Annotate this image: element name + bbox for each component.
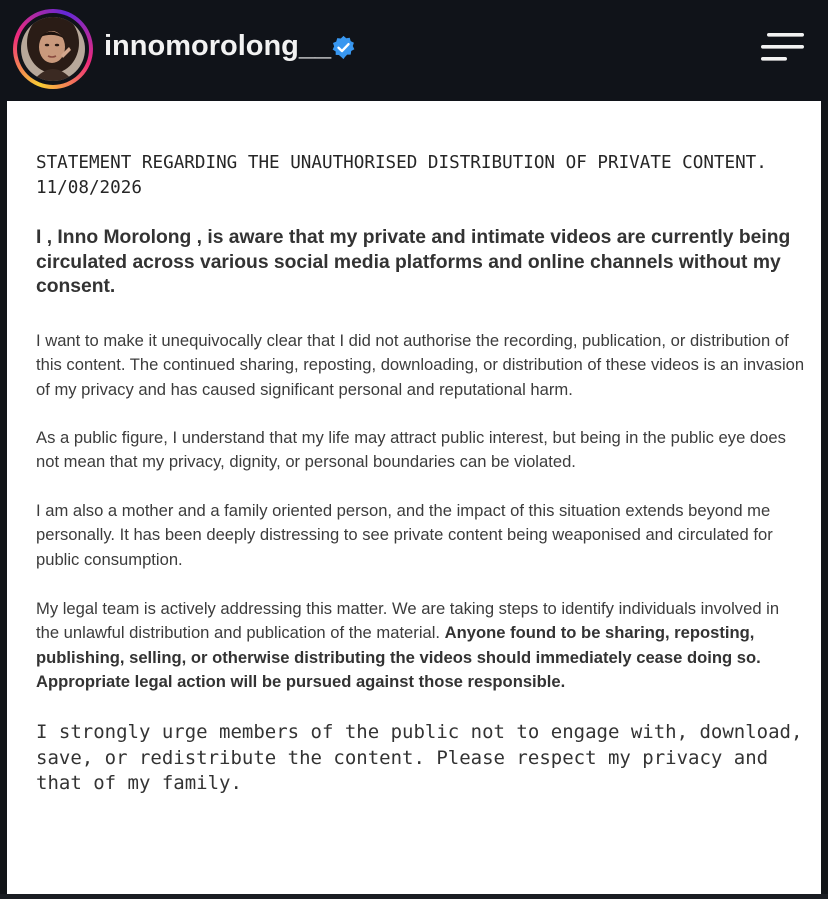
bottom-edge [0, 894, 828, 899]
story-ring[interactable] [13, 9, 93, 89]
verified-badge-icon [331, 35, 356, 60]
statement-document [7, 101, 821, 894]
legal-paragraph [36, 597, 806, 694]
profile-photo-icon [21, 17, 85, 81]
statement-title: STATEMENT REGARDING THE UNAUTHORISED DISTRIBUTION OF PRIVATE CONTENT. 11/08/2026 [36, 153, 767, 198]
legal-text: My legal team is actively addressing this matter. We are taking steps to identify individuals involved in the unlawful distribution and publication of the material. [36, 599, 780, 643]
profile-header [0, 0, 828, 101]
statement-paragraph: As a public figure, I understand that my life may attract public interest, but being in the public eye does not mean that my privacy, dignity, or personal boundaries can be violated. [36, 428, 786, 472]
legal-warning: Anyone found to be sharing, reposting, publishing, selling, or otherwise distributing the videos should immediately cease doing so. Appropriate legal action will be pursued against those responsible. [36, 623, 761, 691]
avatar[interactable] [21, 17, 85, 81]
statement-paragraph: I am also a mother and a family oriented person, and the impact of this situation extends beyond me personally. It has been deeply distressing to see private content being weaponised and circulated for public consumption. [36, 501, 773, 569]
statement-paragraph: I want to make it unequivocally clear that I did not authorise the recording, publication, or distribution of this content. The continued sharing, reposting, downloading, or distribution of these videos is an invasion of my privacy and has caused significant personal and reputational harm. [36, 331, 805, 399]
statement-lead: I , Inno Morolong , is aware that my private and intimate videos are currently being circulated across various social media platforms and online channels without my consent. [36, 227, 791, 297]
statement-closing: I strongly urge members of the public not to engage with, download, save, or redistribute the content. Please respect my privacy and that of my family. [36, 721, 803, 794]
username[interactable]: innomorolong__ [104, 30, 332, 62]
hamburger-menu-icon[interactable] [760, 33, 806, 61]
